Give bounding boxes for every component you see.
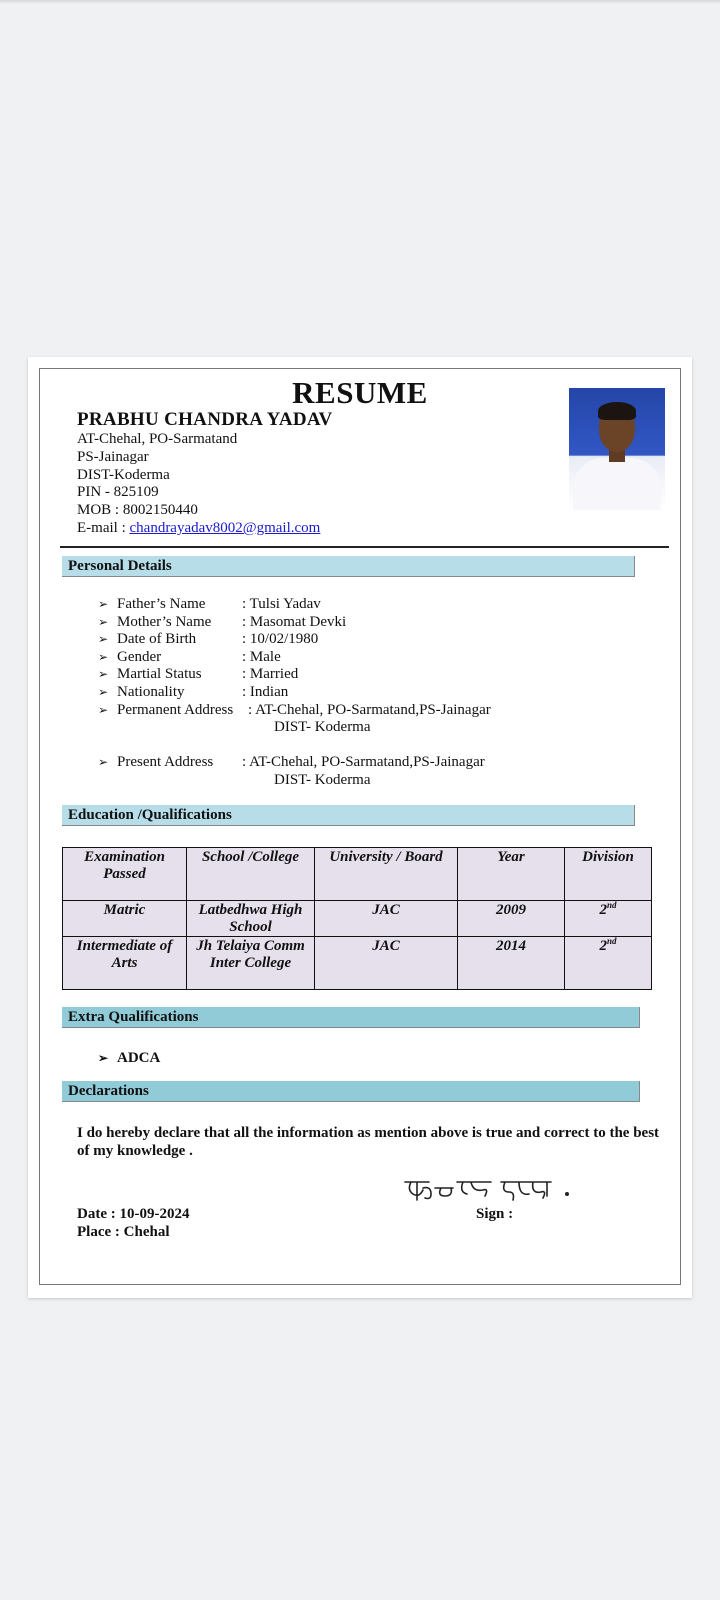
list-item: ➢ Mother’s Name : Masomat Devki xyxy=(98,613,347,630)
table-row: Matric Latbedhwa High School JAC 2009 2nd xyxy=(63,901,652,937)
column-header: Examination Passed xyxy=(63,848,187,901)
arrow-bullet-icon: ➢ xyxy=(98,667,109,682)
arrow-bullet-icon: ➢ xyxy=(98,614,109,629)
resume-title: RESUME xyxy=(292,375,428,410)
profile-photo xyxy=(569,388,665,510)
table-row: Intermediate of Arts Jh Telaiya Comm Inter College JAC 2014 2nd xyxy=(63,937,652,990)
education-heading: Education /Qualifications xyxy=(62,805,635,826)
arrow-bullet-icon: ➢ xyxy=(98,632,109,647)
declaration-text: I do hereby declare that all the information as mention above is true and correct to the best of my knowledge . xyxy=(77,1125,660,1159)
arrow-bullet-icon: ➢ xyxy=(98,597,109,611)
address-line: AT-Chehal, PO-Sarmatand xyxy=(77,431,238,447)
list-item: ➢ Nationality : Indian xyxy=(98,683,289,700)
arrow-bullet-icon: ➢ xyxy=(98,649,109,664)
pin-line: PIN - 825109 xyxy=(77,484,159,501)
list-item: ➢ Date of Birth : 10/02/1980 xyxy=(98,631,319,648)
column-header: Division xyxy=(565,848,652,901)
list-item: ➢ ADCA xyxy=(98,1050,161,1066)
list-item: ➢ Present Address : AT-Chehal, PO-Sarmatand,PS-Jainagar xyxy=(98,754,485,771)
email-label: E-mail : xyxy=(77,519,130,536)
arrow-bullet-icon: ➢ xyxy=(98,1051,109,1065)
header-divider xyxy=(60,546,669,548)
column-header: University / Board xyxy=(315,848,458,901)
list-item: DIST- Koderma xyxy=(274,719,371,736)
address-line: PS-Jainagar xyxy=(77,448,149,465)
page-border xyxy=(39,368,681,1285)
list-item: ➢ Father’s Name : Tulsi Yadav xyxy=(98,596,321,612)
list-item: DIST- Koderma xyxy=(274,771,371,788)
extra-qualifications-heading: Extra Qualifications xyxy=(62,1007,640,1028)
address-line: DIST-Koderma xyxy=(77,466,170,483)
arrow-bullet-icon: ➢ xyxy=(98,702,109,717)
sign-label: Sign : xyxy=(476,1206,514,1222)
handwritten-signature xyxy=(401,1174,581,1206)
date-place-block xyxy=(77,1206,189,1242)
candidate-name: PRABHU CHANDRA YADAV xyxy=(77,409,333,430)
arrow-bullet-icon: ➢ xyxy=(98,755,109,770)
mobile-line: MOB : 8002150440 xyxy=(77,502,198,519)
education-table xyxy=(62,847,652,990)
table-header-row xyxy=(63,848,652,901)
column-header: School /College xyxy=(187,848,315,901)
list-item: ➢ Gender : Male xyxy=(98,648,281,665)
personal-details-list xyxy=(98,596,491,790)
place-line: Place : Chehal xyxy=(77,1223,170,1240)
email-link[interactable]: chandrayadav8002@gmail.com xyxy=(129,519,321,536)
document-page xyxy=(28,357,692,1298)
arrow-bullet-icon: ➢ xyxy=(98,684,109,699)
viewer-top-edge xyxy=(0,0,720,4)
list-item: ➢ Permanent Address : AT-Chehal, PO-Sarmatand,PS-Jainagar xyxy=(98,701,491,718)
date-line: Date : 10-09-2024 xyxy=(77,1206,190,1222)
email-line xyxy=(77,520,320,538)
contact-block xyxy=(77,431,320,538)
column-header: Year xyxy=(458,848,565,901)
declarations-heading: Declarations xyxy=(62,1081,640,1102)
list-item: ➢ Martial Status : Married xyxy=(98,666,299,683)
personal-details-heading: Personal Details xyxy=(62,556,635,577)
